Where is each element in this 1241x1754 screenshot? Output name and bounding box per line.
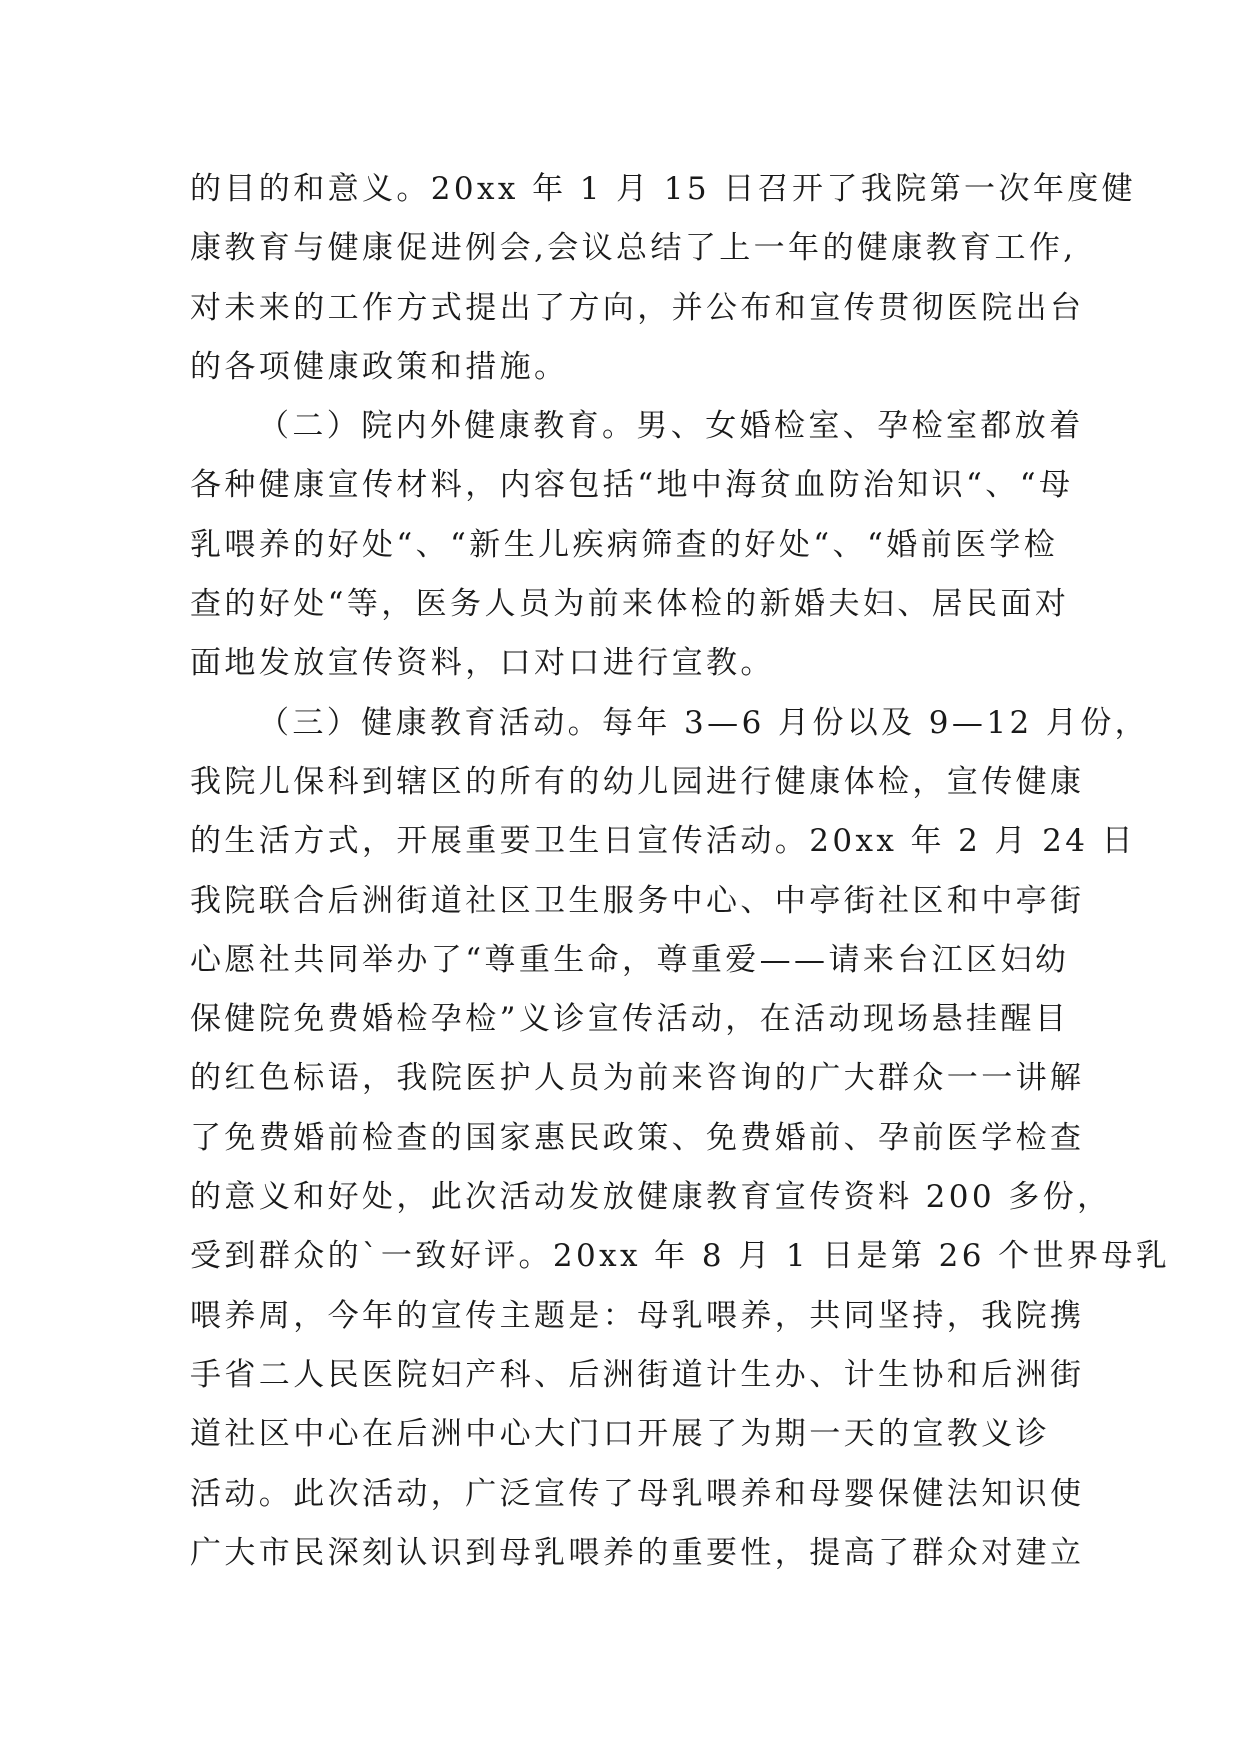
text-line: 查的好处“等，医务人员为前来体检的新婚夫妇、居民面对 [190,586,1070,623]
text-line: 受到群众的`一致好评。20xx 年 8 月 1 日是第 26 个世界母乳 [190,1238,1171,1275]
text-line: 喂养周，今年的宣传主题是：母乳喂养，共同坚持，我院携 [190,1297,1085,1334]
paragraph-start-line: （二）院内外健康教育。男、女婚检室、孕检室都放着 [258,408,1084,445]
text-line: 的意义和好处，此次活动发放健康教育宣传资料 200 多份， [190,1179,1112,1216]
text-line: 的生活方式，开展重要卫生日宣传活动。20xx 年 2 月 24 日 [190,823,1137,860]
text-line: 广大市民深刻认识到母乳喂养的重要性，提高了群众对建立 [190,1534,1085,1571]
text-line: 保健院免费婚检孕检”义诊宣传活动，在活动现场悬挂醒目 [190,1001,1070,1038]
text-line: 面地发放宣传资料，口对口进行宣教。 [190,645,775,682]
paragraph-start-line: （三）健康教育活动。每年 3—6 月份以及 9—12 月份， [258,704,1150,741]
text-line: 心愿社共同举办了“尊重生命，尊重爱——请来台江区妇幼 [190,941,1070,978]
text-line: 各种健康宣传材料，内容包括“地中海贫血防治知识“、“母 [190,467,1074,504]
text-line: 康教育与健康促进例会,会议总结了上一年的健康教育工作, [190,230,1077,267]
text-line: 手省二人民医院妇产科、后洲街道计生办、计生协和后洲街 [190,1356,1085,1393]
text-line: 乳喂养的好处“、“新生儿疾病筛查的好处“、“婚前医学检 [190,526,1059,563]
text-line: 我院儿保科到辖区的所有的幼儿园进行健康体检，宣传健康 [190,763,1085,800]
text-line: 的红色标语，我院医护人员为前来咨询的广大群众一一讲解 [190,1060,1085,1097]
body-text [190,160,1171,1583]
text-line: 了免费婚前检查的国家惠民政策、免费婚前、孕前医学检查 [190,1119,1085,1156]
text-line: 道社区中心在后洲中心大门口开展了为期一天的宣教义诊 [190,1416,1050,1453]
text-line: 我院联合后洲街道社区卫生服务中心、中亭街社区和中亭街 [190,882,1085,919]
text-line: 的各项健康政策和措施。 [190,348,569,385]
text-line: 的目的和意义。20xx 年 1 月 15 日召开了我院第一次年度健 [190,171,1137,207]
text-line: 活动。此次活动，广泛宣传了母乳喂养和母婴保健法知识使 [190,1475,1085,1512]
text-line: 对未来的工作方式提出了方向，并公布和宣传贯彻医院出台 [190,289,1085,326]
